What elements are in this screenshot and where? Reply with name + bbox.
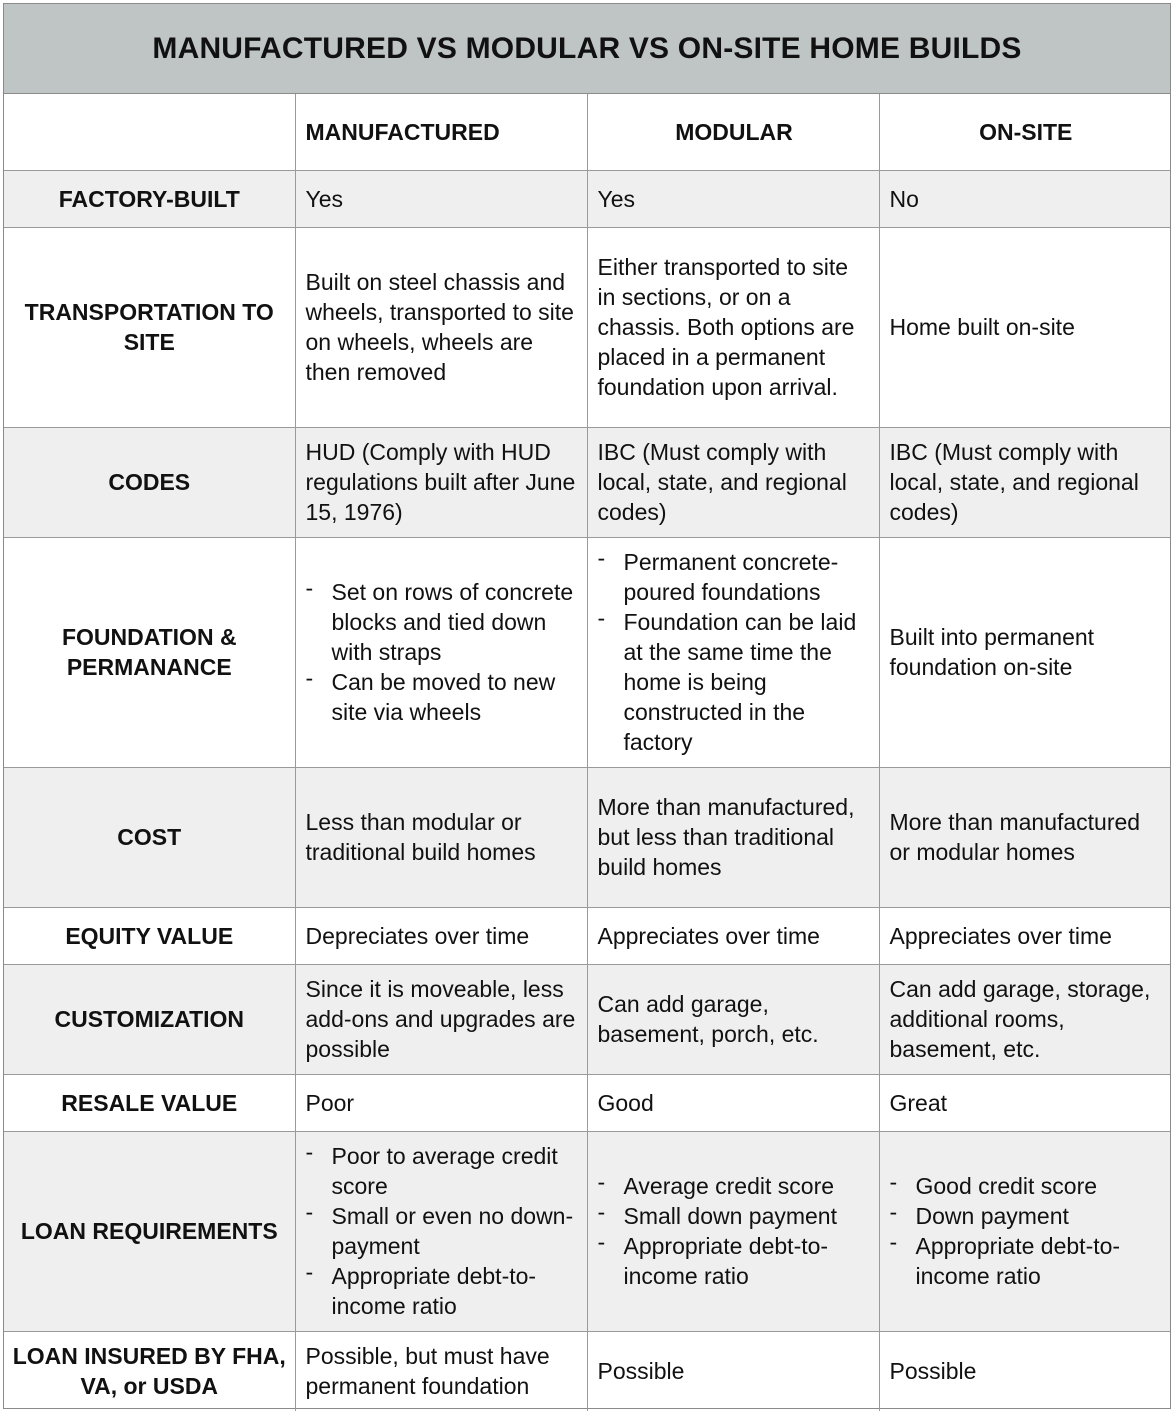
cell-modular: Either transported to site in sections, or on a chassis. Both options are placed in a permanent foundation upon arrival. — [587, 227, 879, 427]
cell-modular: IBC (Must comply with local, state, and regional codes) — [587, 427, 879, 537]
dash-list — [598, 547, 871, 757]
table-row — [4, 767, 1170, 907]
list-item: - Small or even no down-payment — [306, 1201, 579, 1261]
row-label: CODES — [4, 427, 295, 537]
row-label: LOAN REQUIREMENTS — [4, 1131, 295, 1331]
list-item: - Appropriate debt-to-income ratio — [598, 1231, 871, 1291]
table-row — [4, 170, 1170, 227]
row-label: FACTORY-BUILT — [4, 170, 295, 227]
cell-manufactured: HUD (Comply with HUD regulations built after June 15, 1976) — [295, 427, 587, 537]
table-row — [4, 427, 1170, 537]
cell-modular — [587, 1131, 879, 1331]
cell-manufactured: Less than modular or traditional build homes — [295, 767, 587, 907]
list-item: - Can be moved to new site via wheels — [306, 667, 579, 727]
comparison-document — [3, 3, 1171, 1409]
comparison-table-body — [4, 94, 1170, 1411]
list-item: - Set on rows of concrete blocks and tied down with straps — [306, 577, 579, 667]
column-header-onsite: ON-SITE — [879, 94, 1170, 170]
list-item: - Foundation can be laid at the same time the home is being constructed in the factory — [598, 607, 871, 757]
cell-onsite: No — [879, 170, 1170, 227]
row-label: CUSTOMIZATION — [4, 964, 295, 1074]
cell-onsite: IBC (Must comply with local, state, and regional codes) — [879, 427, 1170, 537]
table-row — [4, 1331, 1170, 1411]
cell-modular: Good — [587, 1074, 879, 1131]
list-item: - Poor to average credit score — [306, 1141, 579, 1201]
column-header-row — [4, 94, 1170, 170]
list-item: - Good credit score — [890, 1171, 1163, 1201]
table-row — [4, 1074, 1170, 1131]
table-title: MANUFACTURED VS MODULAR VS ON-SITE HOME BUILDS — [4, 4, 1170, 94]
cell-modular: Yes — [587, 170, 879, 227]
table-row — [4, 537, 1170, 767]
cell-onsite: Appreciates over time — [879, 907, 1170, 964]
dash-list — [598, 1171, 871, 1291]
list-item: - Small down payment — [598, 1201, 871, 1231]
cell-onsite: Can add garage, storage, additional rooms, basement, etc. — [879, 964, 1170, 1074]
cell-manufactured — [295, 537, 587, 767]
row-label: FOUNDATION & PERMANANCE — [4, 537, 295, 767]
row-label: RESALE VALUE — [4, 1074, 295, 1131]
table-row — [4, 227, 1170, 427]
cell-manufactured: Yes — [295, 170, 587, 227]
cell-modular: Can add garage, basement, porch, etc. — [587, 964, 879, 1074]
cell-modular — [587, 537, 879, 767]
list-item: - Appropriate debt-to-income ratio — [890, 1231, 1163, 1291]
table-row — [4, 1131, 1170, 1331]
list-item: - Permanent concrete-poured foundations — [598, 547, 871, 607]
list-item: - Appropriate debt-to-income ratio — [306, 1261, 579, 1321]
row-label: COST — [4, 767, 295, 907]
cell-manufactured: Since it is moveable, less add-ons and upgrades are possible — [295, 964, 587, 1074]
cell-modular: Possible — [587, 1331, 879, 1411]
cell-onsite: Great — [879, 1074, 1170, 1131]
dash-list — [890, 1171, 1163, 1291]
list-item: - Average credit score — [598, 1171, 871, 1201]
comparison-table — [4, 94, 1170, 1411]
cell-onsite: Built into permanent foundation on-site — [879, 537, 1170, 767]
row-label: LOAN INSURED BY FHA, VA, or USDA — [4, 1331, 295, 1411]
cell-onsite: Home built on-site — [879, 227, 1170, 427]
cell-onsite: Possible — [879, 1331, 1170, 1411]
cell-manufactured: Possible, but must have permanent foundation — [295, 1331, 587, 1411]
cell-manufactured: Built on steel chassis and wheels, transported to site on wheels, wheels are then removed — [295, 227, 587, 427]
list-item: - Down payment — [890, 1201, 1163, 1231]
cell-onsite: More than manufactured or modular homes — [879, 767, 1170, 907]
row-label: TRANSPORTATION TO SITE — [4, 227, 295, 427]
cell-manufactured — [295, 1131, 587, 1331]
cell-onsite — [879, 1131, 1170, 1331]
table-row — [4, 907, 1170, 964]
dash-list — [306, 577, 579, 727]
dash-list — [306, 1141, 579, 1321]
cell-manufactured: Poor — [295, 1074, 587, 1131]
row-label: EQUITY VALUE — [4, 907, 295, 964]
column-header-modular: MODULAR — [587, 94, 879, 170]
column-header-manufactured: MANUFACTURED — [295, 94, 587, 170]
cell-modular: Appreciates over time — [587, 907, 879, 964]
cell-manufactured: Depreciates over time — [295, 907, 587, 964]
table-row — [4, 964, 1170, 1074]
cell-modular: More than manufactured, but less than traditional build homes — [587, 767, 879, 907]
column-header-empty — [4, 94, 295, 170]
